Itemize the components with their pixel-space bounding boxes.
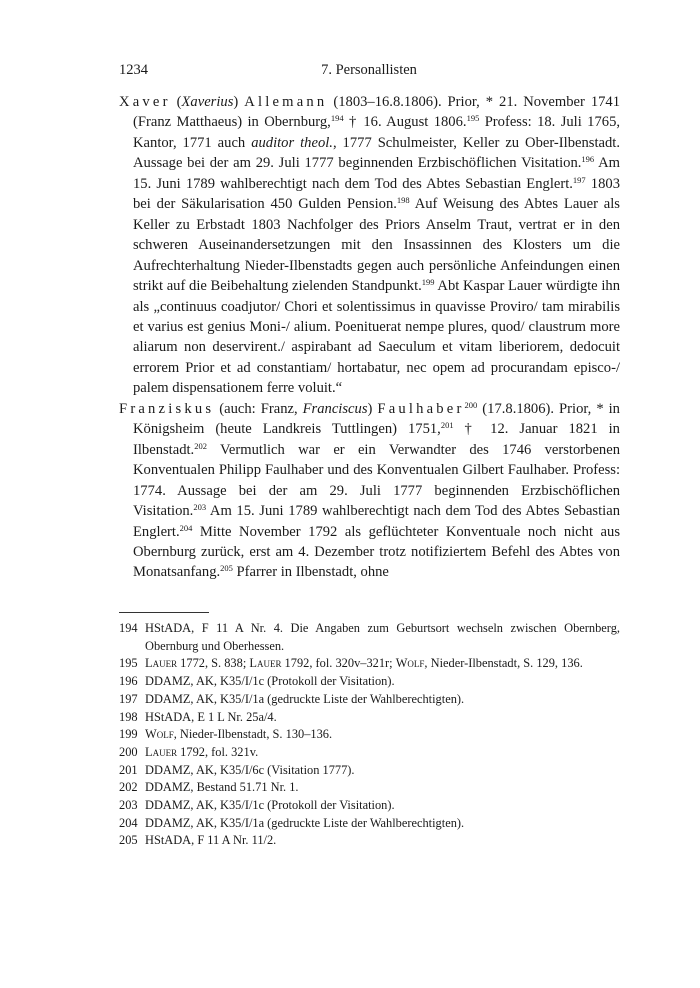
footnote-marker: 204 [179,522,193,533]
footnote-marker: 202 [194,440,207,451]
footnote-text [145,779,620,797]
text-run: ( [170,94,182,110]
author-name: Wolf [145,727,174,742]
footnote-text [145,797,620,815]
footnote-marker: 196 [581,154,595,165]
footnote-number: 199 [119,727,138,742]
footnote-marker: 203 [193,502,207,513]
footnote-marker: 199 [421,277,435,288]
footnote [119,744,620,762]
footnote [119,709,620,727]
footnote-text [145,726,620,744]
italic-text: Franciscus [302,400,368,417]
footnote-text [145,815,620,833]
footnotes [119,620,620,850]
footnote [119,655,620,673]
footnote-number: 194 [119,621,138,635]
footnote-number: 197 [119,691,138,706]
text-run: ) [367,400,378,417]
footnote-text [145,832,620,850]
text-run: † 12. Januar 1821 in Ilbenstadt. [133,421,620,458]
text-run: (1803–16.8.1806). Prior, * 21. November 1741 (Franz Matthaeus) in Obernburg, [133,94,621,131]
text-run: Auf Weisung des Abtes Lauer als Keller zu Erbstadt 1803 Nachfolger des Priors Anselm Traut, vertrat er in den schweren Auseinandersetzungen mit den Insassinnen des Klosters um die Aufrechterhaltung Nieder-Ilbenstadts gegen auch persönliche Anfeindungen einen strikt auf die Beibehaltung zielenden Standpunkt. [133,196,620,295]
italic-text: Xaverius [181,94,234,110]
footnote-text [145,673,620,691]
entry-name: Xaver [119,94,171,110]
text-run: ) [233,94,245,110]
author-name: Lauer [145,656,178,671]
author-name: Wolf [395,656,425,671]
text-run: † 16. August 1806. [343,114,467,131]
text-run: (auch: Franz, [214,400,303,417]
footnote [119,762,620,780]
text-run: Mitte November 1792 als geflüchteter Konventuale noch nicht aus Obernburg zurück, erst am 4. Dezember trotz notifiziertem Befehl des Abtes von Monatsanfang. [133,523,620,581]
text-run: , Nieder-Ilbenstadt, S. 129, 136. [424,656,583,671]
footnote [119,832,620,850]
text-run: 1792, fol. 321v. [177,744,259,759]
footnote [119,691,620,709]
entry-name: Allemann [244,94,328,110]
footnote-text [145,744,620,762]
text-run: 1792, fol. 320v–321r; [281,656,396,671]
page-number: 1234 [119,62,148,78]
text-run: 1803 bei der Säkularisation 450 Gulden Pension. [133,175,620,213]
footnote-text [145,655,620,673]
running-head: 7. Personallisten [321,62,417,78]
text-run: DDAMZ, AK, K35/I/1a (gedruckte Liste der Wahlberechtigten). [145,691,465,706]
footnote [119,620,620,655]
footnote [119,815,620,833]
text-run: DDAMZ, AK, K35/I/1c (Protokoll der Visitation). [145,798,395,813]
footnote-number: 205 [119,833,138,848]
text-run: , Nieder-Ilbenstadt, S. 130–136. [173,727,333,742]
footnote [119,673,620,691]
footnote-number: 203 [119,798,138,813]
person-entry [119,92,620,399]
footnote-text [145,691,620,709]
text-run: DDAMZ, AK, K35/I/1c (Protokoll der Visitation). [145,674,395,689]
person-entry [119,399,620,583]
footnote-number: 200 [119,744,138,759]
text-run: (17.8.1806). Prior, * in Königsheim (heute Landkreis Tuttlingen) 1751, [133,400,620,438]
author-name: Lauer [145,744,178,759]
text-run: HStADA, F 11 A Nr. 4. Die Angaben zum Geburtsort wechseln zwischen Obernberg, Obernburg und Oberhessen. [145,621,620,653]
text-run: DDAMZ, Bestand 51.71 Nr. 1. [145,780,299,795]
main-text [119,92,620,583]
text-run: DDAMZ, AK, K35/I/1a (gedruckte Liste der Wahlberechtigten). [145,815,465,830]
author-name: Lauer [249,656,282,671]
footnote-text [145,620,620,655]
text-run: Am 15. Juni 1789 wahlberechtigt nach dem Tod des Abtes Sebastian Englert. [133,155,620,192]
footnote-number: 196 [119,674,138,689]
entry-name: Franziskus [119,400,215,417]
footnote [119,779,620,797]
entry-name: Faulhaber [377,400,465,417]
footnote-marker: 197 [572,174,586,185]
text-run: Vermutlich war er ein Verwandter des 1746 verstorbenen Konventualen Philipp Faulhaber und des Konventualen Gilbert Faulhaber. Profess: 1774. Aussage bei der am 29. Juli 1777 beginnenden Erzbischöflichen Visitation. [133,441,620,520]
italic-text: auditor theol. [251,134,333,151]
text-run: DDAMZ, AK, K35/I/6c (Visitation 1777). [145,762,355,777]
text-run: Am 15. Juni 1789 wahlberechtigt nach dem Tod des Abtes Sebastian Englert. [133,503,620,540]
text-run: Profess: 18. Juli 1765, Kantor, 1771 auch [133,114,621,151]
footnote-marker: 201 [440,420,454,431]
text-run: Abt Kaspar Lauer würdigte ihn als „continuus coadjutor/ Chori et solentissimus in quavisse Proviro/ tam mirabilis et varius est genius Moni-/ alium. Poenituerat nempe plures, quod/ claustrum more aliarum non deservirent./ aspirabant ad Saeculum et vitam liberiorem, dedocuit errorem Prior et ad constantiam/ hortabatur, nec opem ad procurandam episco-/ palem dispensationem ferre voluit.“ [133,278,620,397]
text-run: , 1777 Schulmeister, Keller zu Ober-Ilbenstadt. Aussage bei der am 29. Juli 1777 beginnenden Erzbischöflichen Visitation. [133,134,620,172]
footnote-text [145,762,620,780]
footnote [119,797,620,815]
footnote-number: 201 [119,762,138,777]
footnote-divider [119,612,209,613]
page-header [119,62,619,82]
footnote-text [145,709,620,727]
footnote-marker: 194 [330,113,344,124]
footnote-marker: 205 [220,563,233,574]
footnote-marker: 200 [464,399,478,410]
footnote-number: 202 [119,780,138,795]
footnote-number: 198 [119,709,138,724]
footnote-marker: 198 [396,195,410,206]
footnote-number: 195 [119,656,138,671]
footnote-marker: 195 [466,113,480,124]
text-run: Pfarrer in Ilbenstadt, ohne [232,564,389,581]
footnote-number: 204 [119,815,138,830]
text-run: HStADA, F 11 A Nr. 11/2. [145,833,277,848]
text-run: 1772, S. 838; [177,656,250,671]
text-run: HStADA, E 1 L Nr. 25a/4. [145,709,277,724]
footnote [119,726,620,744]
